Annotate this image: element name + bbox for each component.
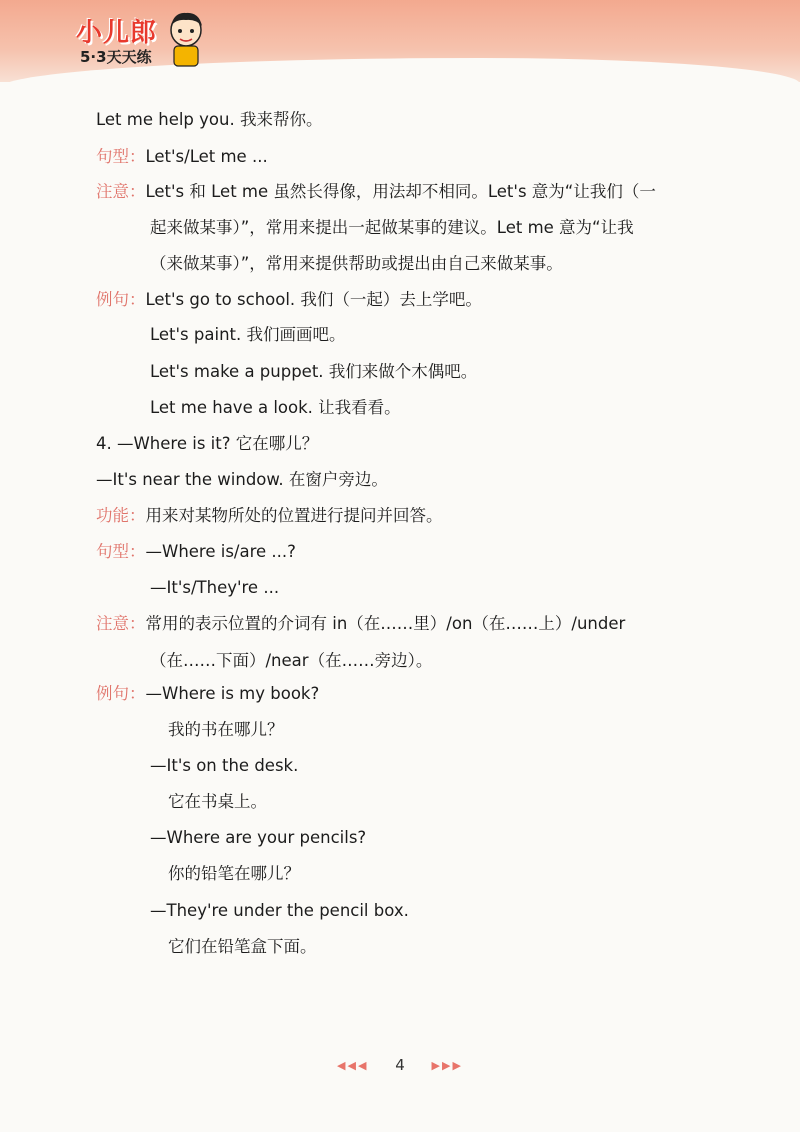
line-7-text: Let's paint. 我们画画吧。 bbox=[150, 325, 346, 344]
line-14 bbox=[150, 576, 279, 600]
line-12 bbox=[96, 504, 443, 528]
line-23-text: —They're under the pencil box. bbox=[150, 901, 409, 920]
line-22 bbox=[168, 862, 300, 886]
line-22-text: 你的铅笔在哪儿？ bbox=[168, 864, 300, 883]
page-number: 4 bbox=[395, 1056, 405, 1074]
label-sentence-pattern: 句型： bbox=[96, 147, 146, 166]
line-18 bbox=[168, 718, 284, 742]
line-5 bbox=[150, 252, 563, 276]
line-10-text: 4. —Where is it? 它在哪儿？ bbox=[96, 434, 319, 453]
line-19-text: —It's on the desk. bbox=[150, 756, 299, 775]
line-8 bbox=[150, 360, 477, 384]
label-example: 例句： bbox=[96, 290, 146, 309]
line-9 bbox=[150, 396, 401, 420]
line-1-text: Let me help you. 我来帮你。 bbox=[96, 110, 323, 129]
line-8-text: Let's make a puppet. 我们来做个木偶吧。 bbox=[150, 362, 478, 381]
label-example-2: 例句： bbox=[96, 684, 146, 703]
label-note: 注意： bbox=[96, 182, 146, 201]
line-4-text: 起来做某事）”，常用来提出一起做某事的建议。Let me 意为“让我 bbox=[150, 218, 634, 237]
line-11-text: —It's near the window. 在窗户旁边。 bbox=[96, 470, 388, 489]
line-11 bbox=[96, 468, 388, 492]
line-9-text: Let me have a look. 让我看看。 bbox=[150, 398, 401, 417]
line-15 bbox=[96, 612, 625, 636]
line-17-text: —Where is my book? bbox=[145, 684, 320, 703]
line-3 bbox=[96, 180, 656, 204]
line-20-text: 它在书桌上。 bbox=[168, 792, 267, 811]
line-15-text: 常用的表示位置的介词有 in（在……里）/on（在……上）/under bbox=[145, 614, 626, 633]
line-21 bbox=[150, 826, 366, 850]
line-14-text: —It's/They're ... bbox=[150, 578, 280, 597]
line-19 bbox=[150, 754, 298, 778]
line-5-text: （来做某事）”，常用来提供帮助或提出由自己来做某事。 bbox=[150, 254, 563, 273]
line-3-text: Let's 和 Let me 虽然长得像，用法却不相同。Let's 意为“让我们（一 bbox=[145, 182, 656, 201]
line-12-text: 用来对某物所处的位置进行提问并回答。 bbox=[145, 506, 443, 525]
line-18-text: 我的书在哪儿？ bbox=[168, 720, 284, 739]
line-24-text: 它们在铅笔盒下面。 bbox=[168, 937, 317, 956]
line-10 bbox=[96, 432, 318, 456]
line-6 bbox=[96, 288, 482, 312]
next-arrows-icon: ▶▶▶ bbox=[431, 1059, 463, 1072]
line-16 bbox=[150, 649, 432, 673]
label-sentence-pattern-2: 句型： bbox=[96, 542, 146, 561]
line-21-text: —Where are your pencils? bbox=[150, 828, 367, 847]
line-2-text: Let's/Let me ... bbox=[145, 147, 268, 166]
logo-subtitle: 5·3天天练 bbox=[80, 48, 152, 66]
line-2 bbox=[96, 145, 268, 169]
line-4 bbox=[150, 216, 634, 240]
line-13-text: —Where is/are ...? bbox=[145, 542, 296, 561]
line-1 bbox=[96, 108, 322, 132]
line-17 bbox=[96, 682, 319, 706]
label-function: 功能： bbox=[96, 506, 146, 525]
line-7 bbox=[150, 323, 346, 347]
line-6-text: Let's go to school. 我们（一起）去上学吧。 bbox=[145, 290, 482, 309]
prev-arrows-icon: ◀◀◀ bbox=[337, 1059, 369, 1072]
label-note-2: 注意： bbox=[96, 614, 146, 633]
logo-title: 小儿郎 bbox=[76, 18, 158, 48]
line-13 bbox=[96, 540, 296, 564]
line-24 bbox=[168, 935, 317, 959]
line-16-text: （在……下面）/near（在……旁边）。 bbox=[150, 651, 433, 670]
line-20 bbox=[168, 790, 267, 814]
line-23 bbox=[150, 899, 409, 923]
page-footer bbox=[0, 1056, 800, 1074]
